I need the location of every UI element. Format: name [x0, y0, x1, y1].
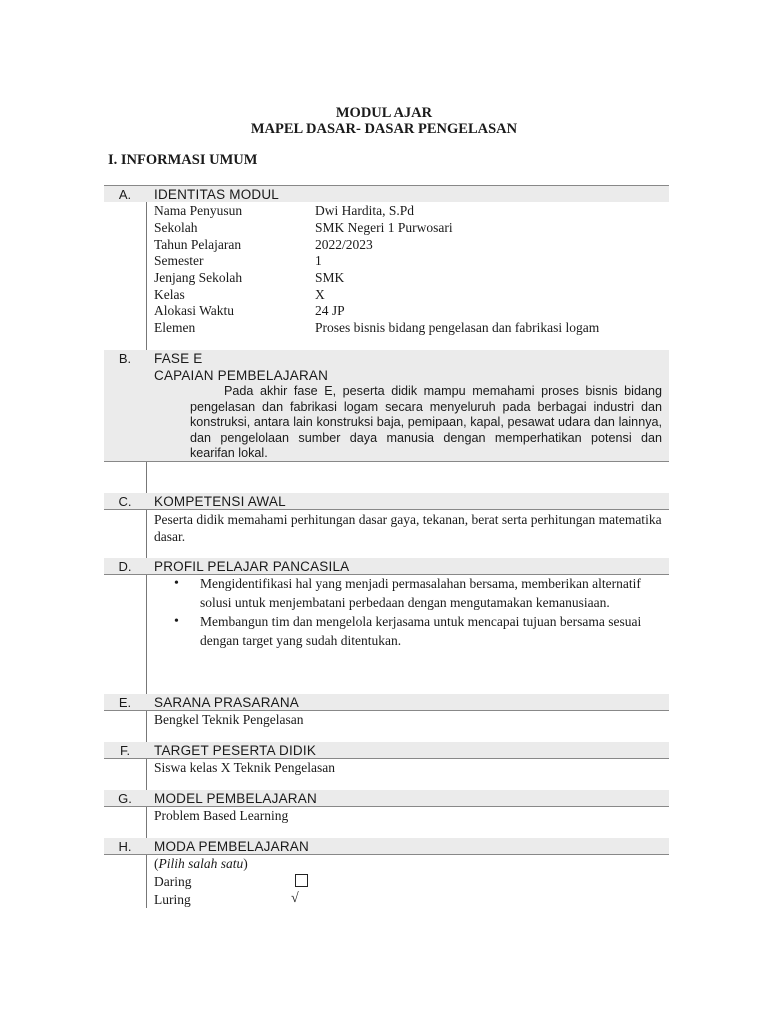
option-daring-label: Daring — [154, 874, 192, 889]
section-letter-h: H. — [118, 839, 132, 854]
value-jenjang-sekolah: SMK — [315, 270, 345, 285]
identitas-heading: IDENTITAS MODUL — [154, 187, 280, 202]
value-kelas: X — [315, 287, 325, 302]
luring-check-icon[interactable]: √ — [291, 891, 299, 906]
kompetensi-text: Peserta didik memahami perhitungan dasar gaya, tekanan, berat serta perhitungan matematika dasar. — [154, 512, 662, 544]
bullet-icon: • — [174, 614, 179, 629]
profil-list — [172, 575, 662, 650]
profil-heading: PROFIL PELAJAR PANCASILA — [154, 559, 350, 574]
moda-heading: MODA PEMBELAJARAN — [154, 839, 309, 854]
sarana-heading: SARANA PRASARANA — [154, 695, 299, 710]
kompetensi-heading: KOMPETENSI AWAL — [154, 494, 286, 509]
section-letter-e: E. — [118, 695, 132, 710]
target-heading: TARGET PESERTA DIDIK — [154, 743, 317, 758]
sarana-text: Bengkel Teknik Pengelasan — [154, 712, 304, 727]
section-letter-g: G. — [118, 791, 132, 806]
fase-heading: FASE E — [154, 351, 203, 366]
section-letter-b: B. — [118, 351, 132, 366]
label-alokasi-waktu: Alokasi Waktu — [154, 303, 235, 318]
value-tahun-pelajaran: 2022/2023 — [315, 237, 373, 252]
option-luring-label: Luring — [154, 892, 191, 907]
value-elemen: Proses bisnis bidang pengelasan dan fabrikasi logam — [315, 320, 600, 335]
label-kelas: Kelas — [154, 287, 185, 302]
moda-note: (Pilih salah satu) — [154, 856, 248, 871]
profil-item-text: Membangun tim dan mengelola kerjasama untuk mencapai tujuan bersama sesuai dengan target yang sudah ditentukan. — [200, 614, 642, 648]
table-border — [104, 509, 669, 510]
model-heading: MODEL PEMBELAJARAN — [154, 791, 317, 806]
model-text: Problem Based Learning — [154, 808, 289, 823]
label-semester: Semester — [154, 253, 204, 268]
label-jenjang-sekolah: Jenjang Sekolah — [154, 270, 243, 285]
value-alokasi-waktu: 24 JP — [315, 303, 345, 318]
table-border — [104, 461, 669, 462]
daring-checkbox[interactable] — [295, 874, 308, 887]
document-subtitle: MAPEL DASAR- DASAR PENGELASAN — [250, 121, 518, 137]
label-sekolah: Sekolah — [154, 220, 198, 235]
capaian-text — [190, 384, 662, 462]
section-heading: I. INFORMASI UMUM — [108, 152, 258, 168]
section-letter-c: C. — [118, 494, 132, 509]
list-item — [172, 613, 662, 650]
bullet-icon: • — [174, 576, 179, 591]
document-title: MODUL AJAR — [335, 105, 433, 121]
profil-item-text: Mengidentifikasi hal yang menjadi permasalahan bersama, memberikan alternatif solusi untuk menjembatani perbedaan dengan mengutamakan kemanusiaan. — [200, 576, 641, 610]
label-nama-penyusun: Nama Penyusun — [154, 203, 243, 218]
section-letter-f: F. — [119, 743, 131, 758]
value-semester: 1 — [315, 253, 322, 268]
section-letter-a: A. — [118, 187, 132, 202]
capaian-heading: CAPAIAN PEMBELAJARAN — [154, 368, 329, 383]
label-tahun-pelajaran: Tahun Pelajaran — [154, 237, 242, 252]
value-sekolah: SMK Negeri 1 Purwosari — [315, 220, 453, 235]
list-item — [172, 575, 662, 612]
moda-note-text: Pilih salah satu — [158, 856, 244, 871]
section-letter-d: D. — [118, 559, 132, 574]
capaian-text-content: Pada akhir fase E, peserta didik mampu memahami proses bisnis bidang pengelasan dan fabrikasi logam secara menyeluruh pada berbagai industri dan konstruksi, antara lain konstruksi baja, pemipaan, kapal, pesawat udara dan lainnya, dan pengelolaan sumber daya manusia dengan memperhatikan potensi dan kearifan lokal. — [190, 384, 662, 460]
target-text: Siswa kelas X Teknik Pengelasan — [154, 760, 336, 775]
label-elemen: Elemen — [154, 320, 196, 335]
value-nama-penyusun: Dwi Hardita, S.Pd — [315, 203, 414, 218]
